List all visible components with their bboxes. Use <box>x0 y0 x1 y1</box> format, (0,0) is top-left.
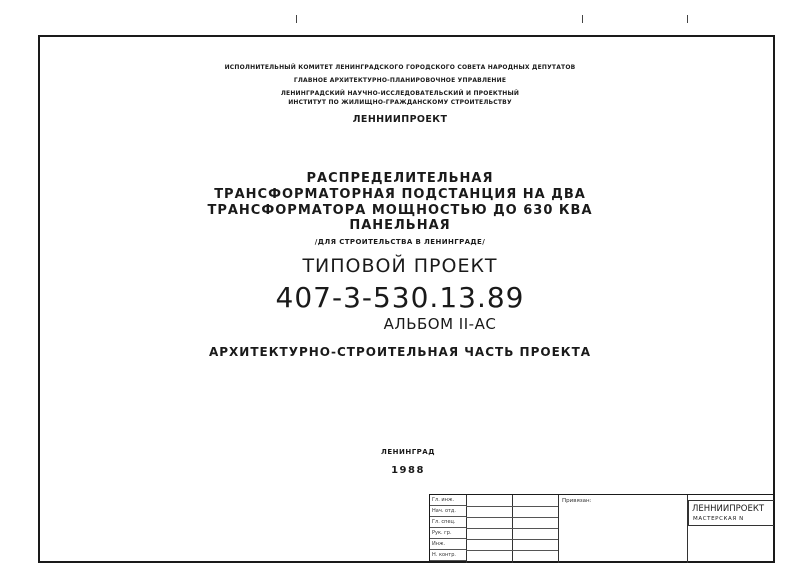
title-line-4: ПАНЕЛЬНАЯ <box>349 218 451 233</box>
signature-row: Рук. гр. <box>430 528 466 539</box>
stamp-primenen: Привязан: <box>562 498 592 504</box>
org-line-3: ЛЕНИНГРАДСКИЙ НАУЧНО-ИССЛЕДОВАТЕЛЬСКИЙ И ПРОЕКТНЫЙ <box>280 90 520 97</box>
stamp-row-line <box>466 550 558 551</box>
org-name: ЛЕННИИПРОЕКТ <box>352 114 448 125</box>
frame-tick-mark <box>582 15 583 23</box>
title-line-3: ТРАНСФОРМАТОРА МОЩНОСТЬЮ ДО 630 КВА <box>207 203 593 218</box>
stamp-row-line <box>466 506 558 507</box>
signature-row: Н. контр. <box>430 550 466 561</box>
org-line-1: ИСПОЛНИТЕЛЬНЫЙ КОМИТЕТ ЛЕНИНГРАДСКОГО ГОРОДСКОГО СОВЕТА НАРОДНЫХ ДЕПУТАТОВ <box>224 64 576 71</box>
stamp-org-name: ЛЕННИИПРОЕКТ <box>692 504 765 514</box>
album-label: АЛЬБОМ II-АС <box>383 315 497 333</box>
title-block-stamp <box>429 494 775 563</box>
stamp-workshop: МАСТЕРСКАЯ N <box>693 516 744 522</box>
stamp-row-line <box>466 539 558 540</box>
org-line-4: ИНСТИТУТ ПО ЖИЛИЩНО-ГРАЖДАНСКОМУ СТРОИТЕЛЬСТВУ <box>288 99 512 106</box>
signature-row: Гл. спец. <box>430 517 466 528</box>
frame-tick-mark <box>296 15 297 23</box>
signature-row: Гл. инж. <box>430 495 466 506</box>
title-line-5: /ДЛЯ СТРОИТЕЛЬСТВА В ЛЕНИНГРАДЕ/ <box>314 238 486 246</box>
project-type-label: ТИПОВОЙ ПРОЕКТ <box>302 255 498 277</box>
signature-row: Инж. <box>430 539 466 550</box>
project-part: АРХИТЕКТУРНО-СТРОИТЕЛЬНАЯ ЧАСТЬ ПРОЕКТА <box>208 345 592 359</box>
stamp-row-line <box>466 528 558 529</box>
frame-tick-mark <box>687 15 688 23</box>
city: ЛЕНИНГРАД <box>381 448 435 456</box>
title-line-1: РАСПРЕДЕЛИТЕЛЬНАЯ <box>306 171 494 186</box>
year: 1988 <box>391 465 425 476</box>
project-number: 407-3-530.13.89 <box>275 281 525 314</box>
org-line-2: ГЛАВНОЕ АРХИТЕКТУРНО-ПЛАНИРОВОЧНОЕ УПРАВЛЕНИЕ <box>293 77 507 84</box>
title-line-2: ТРАНСФОРМАТОРНАЯ ПОДСТАНЦИЯ НА ДВА <box>214 187 586 202</box>
stamp-divider <box>558 495 559 563</box>
stamp-org-box <box>688 500 774 526</box>
signature-rows <box>430 495 466 562</box>
signature-row: Нач. отд. <box>430 506 466 517</box>
stamp-row-line <box>466 517 558 518</box>
